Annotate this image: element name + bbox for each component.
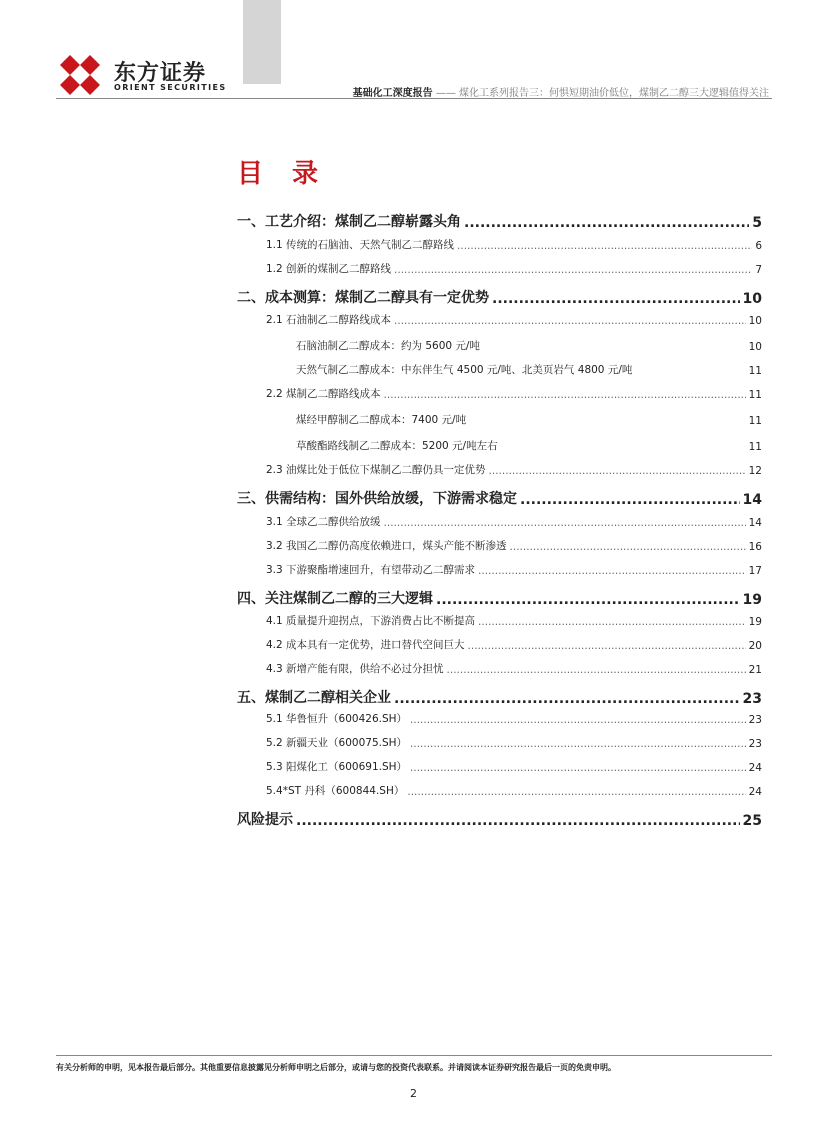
toc-entry-page: 25 xyxy=(742,813,762,829)
toc-dot-leader xyxy=(457,240,752,252)
toc-entry-label: 煤经甲醇制乙二醇成本：7400 元/吨 xyxy=(296,414,467,426)
toc-entry-level1[interactable] xyxy=(237,588,762,608)
toc-entry-page: 11 xyxy=(748,365,762,377)
toc-entry-level2[interactable] xyxy=(237,661,762,676)
toc-entry-page: 24 xyxy=(748,762,762,774)
toc-entry-level2[interactable] xyxy=(237,562,762,577)
toc-entry-level3[interactable] xyxy=(237,412,762,427)
toc-dot-leader xyxy=(447,664,746,676)
toc-dot-leader xyxy=(394,264,752,276)
toc-entry-label: 5.1 华鲁恒升（600426.SH） xyxy=(266,713,408,725)
toc-entry-level2[interactable] xyxy=(237,237,762,252)
toc-entry-page: 11 xyxy=(748,415,762,427)
toc-entry-label: 四、关注煤制乙二醇的三大逻辑 xyxy=(237,591,433,607)
toc-entry-level1[interactable] xyxy=(237,809,762,829)
toc-dot-leader xyxy=(478,565,746,577)
toc-dot-leader xyxy=(478,616,746,628)
toc-dot-leader xyxy=(410,738,746,750)
toc-entry-page: 21 xyxy=(748,664,762,676)
toc-entry-label: 4.3 新增产能有限，供给不必过分担忧 xyxy=(266,663,444,675)
report-title: 煤化工系列报告三：何惧短期油价低位，煤制乙二醇三大逻辑值得关注 xyxy=(459,88,769,99)
toc-entry-page: 23 xyxy=(748,714,762,726)
toc-entry-level2[interactable] xyxy=(237,735,762,750)
toc-title: 目 录 xyxy=(237,159,329,189)
toc-entry-label: 2.1 石油制乙二醇路线成本 xyxy=(266,314,392,326)
toc-entry-label: 2.3 油煤比处于低位下煤制乙二醇仍具一定优势 xyxy=(266,464,486,476)
toc-entry-page: 11 xyxy=(748,441,762,453)
toc-entry-level2[interactable] xyxy=(237,261,762,276)
toc-entry-level2[interactable] xyxy=(237,312,762,327)
toc-entry-page: 10 xyxy=(742,291,762,307)
toc-entry-page: 24 xyxy=(748,786,762,798)
toc-entry-label: 3.2 我国乙二醇仍高度依赖进口，煤头产能不断渗透 xyxy=(266,540,507,552)
page-number: 2 xyxy=(410,1087,417,1100)
footer-divider xyxy=(56,1055,772,1056)
header-separator: —— xyxy=(432,88,459,99)
toc-entry-page: 10 xyxy=(748,341,762,353)
toc-entry-label: 5.2 新疆天业（600075.SH） xyxy=(266,737,408,749)
toc-entry-level2[interactable] xyxy=(237,514,762,529)
brand-name-cn: 东方证券 xyxy=(114,61,207,86)
toc-entry-level2[interactable] xyxy=(237,538,762,553)
report-category: 基础化工深度报告 xyxy=(352,88,433,99)
toc-dot-leader xyxy=(394,315,746,327)
toc-entry-level2[interactable] xyxy=(237,637,762,652)
toc-entry-label: 草酸酯路线制乙二醇成本：5200 元/吨左右 xyxy=(296,440,498,452)
brand-name-en: ORIENT SECURITIES xyxy=(114,83,227,92)
toc-entry-level3[interactable] xyxy=(237,338,762,353)
toc-entry-label: 1.1 传统的石脑油、天然气制乙二醇路线 xyxy=(266,239,455,251)
toc-entry-label: 4.2 成本具有一定优势，进口替代空间巨大 xyxy=(266,639,465,651)
header-divider xyxy=(56,98,772,99)
toc-entry-page: 5 xyxy=(752,215,762,231)
toc-dot-leader xyxy=(410,714,746,726)
footer-disclaimer: 有关分析师的申明，见本报告最后部分。其他重要信息披露见分析师申明之后部分，或请与您的投资代表联系。并请阅读本证券研究报告最后一页的免责申明。 xyxy=(56,1063,616,1072)
toc-entry-label: 3.3 下游聚酯增速回升，有望带动乙二醇需求 xyxy=(266,564,476,576)
toc-entry-label: 石脑油制乙二醇成本：约为 5600 元/吨 xyxy=(296,340,480,352)
toc-entry-page: 7 xyxy=(755,264,762,276)
toc-dot-leader xyxy=(394,691,740,707)
toc-entry-page: 11 xyxy=(748,389,762,401)
toc-entry-level1[interactable] xyxy=(237,211,762,231)
toc-entry-label: 五、煤制乙二醇相关企业 xyxy=(237,690,391,706)
toc-entry-level2[interactable] xyxy=(237,759,762,774)
toc-dot-leader xyxy=(492,291,740,307)
toc-dot-leader xyxy=(407,786,745,798)
toc-entry-label: 风险提示 xyxy=(237,812,293,828)
header-accent-band xyxy=(243,0,281,84)
toc-dot-leader xyxy=(384,517,746,529)
toc-entry-label: 4.1 质量提升迎拐点，下游消费占比不断提高 xyxy=(266,615,476,627)
toc-entry-level1[interactable] xyxy=(237,488,762,508)
toc-entry-level2[interactable] xyxy=(237,613,762,628)
toc-entry-label: 2.2 煤制乙二醇路线成本 xyxy=(266,388,381,400)
toc-entry-level1[interactable] xyxy=(237,687,762,707)
toc-entry-page: 17 xyxy=(748,565,762,577)
toc-entry-page: 12 xyxy=(748,465,762,477)
toc-entry-label: 一、工艺介绍：煤制乙二醇崭露头角 xyxy=(237,214,461,230)
toc-entry-label: 天然气制乙二醇成本：中东伴生气 4500 元/吨、北美页岩气 4800 元/吨 xyxy=(296,364,633,376)
toc-entry-label: 3.1 全球乙二醇供给放缓 xyxy=(266,516,381,528)
toc-dot-leader xyxy=(296,813,740,829)
report-header xyxy=(353,84,769,99)
toc-dot-leader xyxy=(436,592,740,608)
toc-entry-level2[interactable] xyxy=(237,783,762,798)
toc-dot-leader xyxy=(384,389,746,401)
toc-dot-leader xyxy=(520,492,740,508)
toc-entry-level2[interactable] xyxy=(237,386,762,401)
toc-entry-level3[interactable] xyxy=(237,362,762,377)
toc-entry-page: 14 xyxy=(748,517,762,529)
toc-dot-leader xyxy=(410,762,746,774)
toc-dot-leader xyxy=(489,465,746,477)
toc-entry-page: 20 xyxy=(748,640,762,652)
toc-entry-page: 14 xyxy=(742,492,762,508)
toc-entry-label: 二、成本测算：煤制乙二醇具有一定优势 xyxy=(237,290,489,306)
toc-entry-page: 19 xyxy=(742,592,762,608)
brand-logo-icon xyxy=(56,52,104,97)
toc-entry-label: 5.4*ST 丹科（600844.SH） xyxy=(266,785,405,797)
toc-entry-label: 1.2 创新的煤制乙二醇路线 xyxy=(266,263,392,275)
brand-logo xyxy=(56,52,226,97)
toc-entry-level3[interactable] xyxy=(237,438,762,453)
toc-dot-leader xyxy=(468,640,746,652)
toc-entry-level2[interactable] xyxy=(237,711,762,726)
toc-entry-level1[interactable] xyxy=(237,287,762,307)
toc-dot-leader xyxy=(464,215,749,231)
toc-entry-label: 三、供需结构：国外供给放缓，下游需求稳定 xyxy=(237,491,517,507)
toc-entry-page: 23 xyxy=(742,691,762,707)
toc-entry-page: 6 xyxy=(755,240,762,252)
toc-entry-page: 16 xyxy=(748,541,762,553)
toc-entry-page: 19 xyxy=(748,616,762,628)
toc-entry-level2[interactable] xyxy=(237,462,762,477)
toc-dot-leader xyxy=(510,541,746,553)
toc-entry-page: 10 xyxy=(748,315,762,327)
toc-entry-label: 5.3 阳煤化工（600691.SH） xyxy=(266,761,408,773)
toc-entry-page: 23 xyxy=(748,738,762,750)
